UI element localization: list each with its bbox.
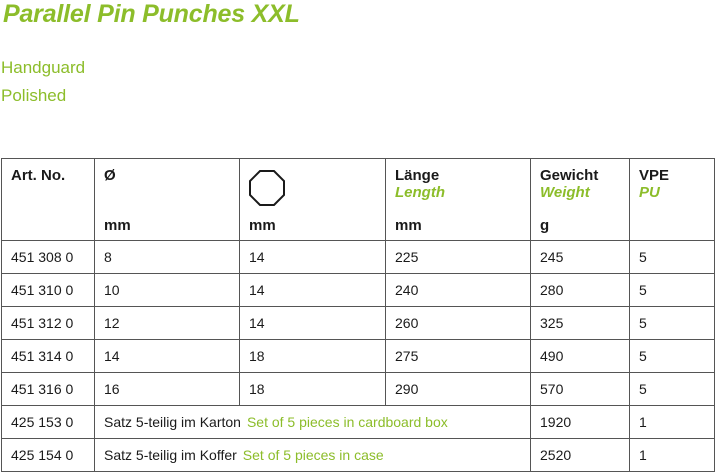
header-weight — [531, 159, 630, 241]
cell-diameter: 12 — [95, 307, 240, 340]
header-diameter-unit: mm — [104, 217, 131, 234]
cell-art: 451 316 0 — [2, 373, 95, 406]
cell-pu: 5 — [630, 307, 715, 340]
cell-art: 451 312 0 — [2, 307, 95, 340]
set-desc-de: Satz 5-teilig im Karton — [104, 414, 241, 430]
header-weight-unit: g — [540, 217, 550, 234]
page-title: Parallel Pin Punches XXL — [3, 0, 300, 28]
feature-handguard: Handguard — [1, 58, 86, 77]
feature-polished: Polished — [1, 86, 67, 105]
cell-octagon: 14 — [240, 307, 386, 340]
cell-octagon: 14 — [240, 241, 386, 274]
header-diameter-symbol: Ø — [104, 167, 116, 184]
cell-length: 290 — [386, 373, 531, 406]
cell-weight: 325 — [531, 307, 630, 340]
cell-art: 451 314 0 — [2, 340, 95, 373]
table-row — [2, 373, 715, 406]
cell-pu: 1 — [630, 406, 715, 439]
cell-set-description — [95, 406, 531, 439]
header-octagon-unit: mm — [249, 217, 276, 234]
set-desc-en: Set of 5 pieces in cardboard box — [246, 414, 448, 430]
cell-octagon: 14 — [240, 274, 386, 307]
header-weight-en: Weight — [540, 184, 590, 201]
header-length — [386, 159, 531, 241]
header-pu — [630, 159, 715, 241]
cell-weight: 2520 — [531, 439, 630, 472]
cell-art: 425 153 0 — [2, 406, 95, 439]
cell-pu: 1 — [630, 439, 715, 472]
header-octagon — [240, 159, 386, 241]
cell-diameter: 14 — [95, 340, 240, 373]
spec-table — [1, 158, 715, 472]
cell-pu: 5 — [630, 340, 715, 373]
cell-diameter: 8 — [95, 241, 240, 274]
header-art-no — [2, 159, 95, 241]
header-length-de: Länge — [395, 167, 440, 184]
cell-octagon: 18 — [240, 373, 386, 406]
header-art-label: Art. No. — [11, 167, 66, 184]
cell-art: 425 154 0 — [2, 439, 95, 472]
header-length-en: Length — [395, 184, 445, 201]
header-pu-en: PU — [639, 184, 660, 201]
header-diameter — [95, 159, 240, 241]
table-row — [2, 241, 715, 274]
cell-length: 225 — [386, 241, 531, 274]
header-weight-de: Gewicht — [540, 167, 599, 184]
table-row-set — [2, 406, 715, 439]
cell-weight: 1920 — [531, 406, 630, 439]
cell-pu: 5 — [630, 241, 715, 274]
cell-weight: 490 — [531, 340, 630, 373]
table-row — [2, 340, 715, 373]
cell-length: 260 — [386, 307, 531, 340]
table-header-row — [2, 159, 715, 241]
cell-weight: 245 — [531, 241, 630, 274]
table-row — [2, 274, 715, 307]
cell-set-description — [95, 439, 531, 472]
header-length-unit: mm — [395, 217, 422, 234]
cell-octagon: 18 — [240, 340, 386, 373]
cell-pu: 5 — [630, 274, 715, 307]
octagon-icon — [248, 169, 286, 207]
cell-weight: 280 — [531, 274, 630, 307]
cell-diameter: 10 — [95, 274, 240, 307]
cell-weight: 570 — [531, 373, 630, 406]
set-desc-en: Set of 5 pieces in case — [242, 447, 384, 463]
cell-pu: 5 — [630, 373, 715, 406]
cell-length: 275 — [386, 340, 531, 373]
cell-art: 451 310 0 — [2, 274, 95, 307]
set-desc-de: Satz 5-teilig im Koffer — [104, 447, 237, 463]
cell-art: 451 308 0 — [2, 241, 95, 274]
table-row-set — [2, 439, 715, 472]
table-row — [2, 307, 715, 340]
cell-length: 240 — [386, 274, 531, 307]
header-pu-de: VPE — [639, 167, 670, 184]
cell-diameter: 16 — [95, 373, 240, 406]
